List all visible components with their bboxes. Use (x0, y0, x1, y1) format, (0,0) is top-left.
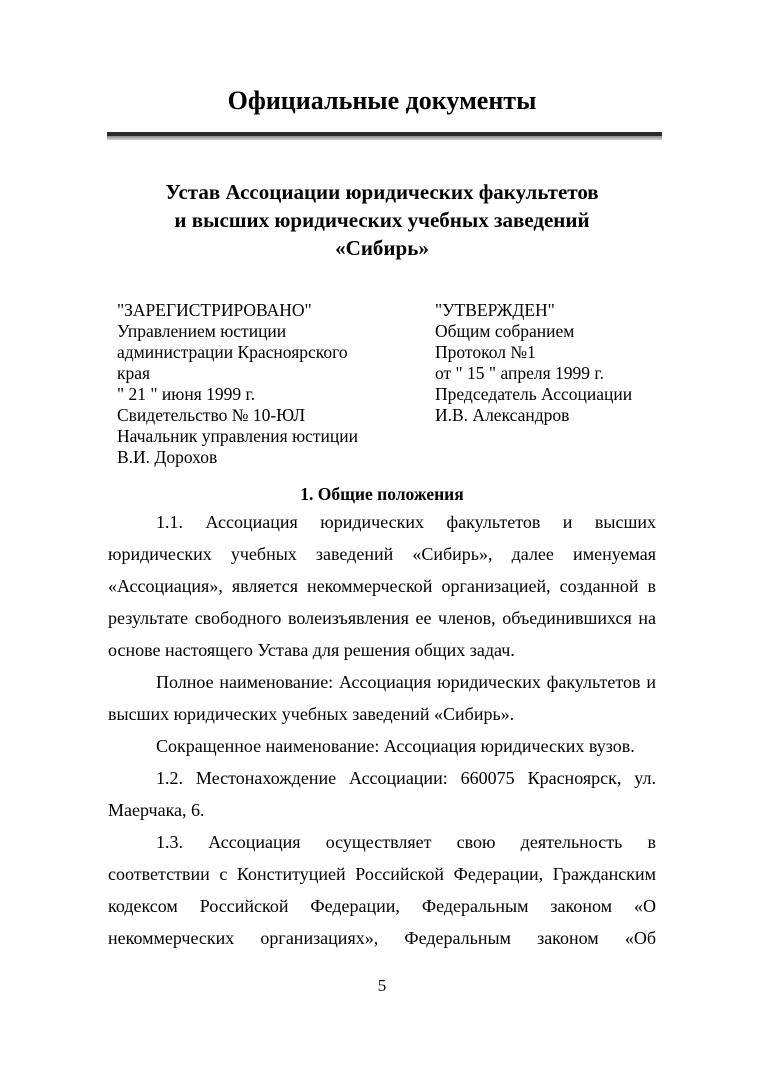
document-title (0, 178, 764, 262)
registration-line: Начальник управления юстиции (117, 426, 359, 446)
approval-line: Протокол №1 (435, 342, 536, 362)
registration-line: края (117, 363, 151, 383)
approval-stamp: "УТВЕРЖДЕН" (435, 300, 555, 320)
approval-line: И.В. Александров (435, 405, 570, 425)
document-title-line: «Сибирь» (335, 236, 429, 260)
registration-line: Свидетельство № 10-ЮЛ (117, 405, 306, 425)
document-title-line: Устав Ассоциации юридических факультетов (165, 180, 599, 204)
registration-line: В.И. Дорохов (117, 447, 218, 467)
section-body (108, 506, 656, 954)
approval-line: Общим собранием (435, 321, 575, 341)
paragraph: Сокращенное наименование: Ассоциация юридических вузов. (156, 736, 635, 756)
registration-block (117, 300, 407, 468)
paragraph: 1.2. Местонахождение Ассоциации: 660075 Красноярск, ул. Маерчака, 6. (108, 768, 656, 820)
paragraph: Полное наименование: Ассоциация юридических факультетов и высших юридических учебных заведений «Сибирь». (108, 672, 656, 724)
page-number: 5 (377, 976, 387, 995)
paragraph: 1.3. Ассоциация осуществляет свою деятельность в соответствии с Конституцией Российской Федерации, Гражданским кодексом Российской Федерации, Федеральным законом «О некоммерческих организациях», Федеральным законом «Об (108, 832, 656, 948)
page-header-title: Официальные документы (227, 86, 537, 115)
header-divider-shadow (107, 136, 662, 140)
registration-line: " 21 " июня 1999 г. (117, 384, 256, 404)
approval-line: Председатель Ассоциации (435, 384, 633, 404)
registration-stamp: "ЗАРЕГИСТРИРОВАНО" (117, 300, 312, 320)
registration-line: Управлением юстиции (117, 321, 287, 341)
approval-block (435, 300, 685, 426)
document-title-line: и высших юридических учебных заведений (174, 208, 590, 232)
registration-line: администрации Красноярского (117, 342, 348, 362)
paragraph: 1.1. Ассоциация юридических факультетов и высших юридических учебных заведений «Сибирь», далее именуемая «Ассоциация», является некоммерческой организацией, созданной в результате свободного волеизъявления ее членов, объединившихся на основе настоящего Устава для решения общих задач. (108, 512, 656, 660)
section-heading: 1. Общие положения (300, 484, 464, 504)
approval-line: от " 15 " апреля 1999 г. (435, 363, 604, 383)
